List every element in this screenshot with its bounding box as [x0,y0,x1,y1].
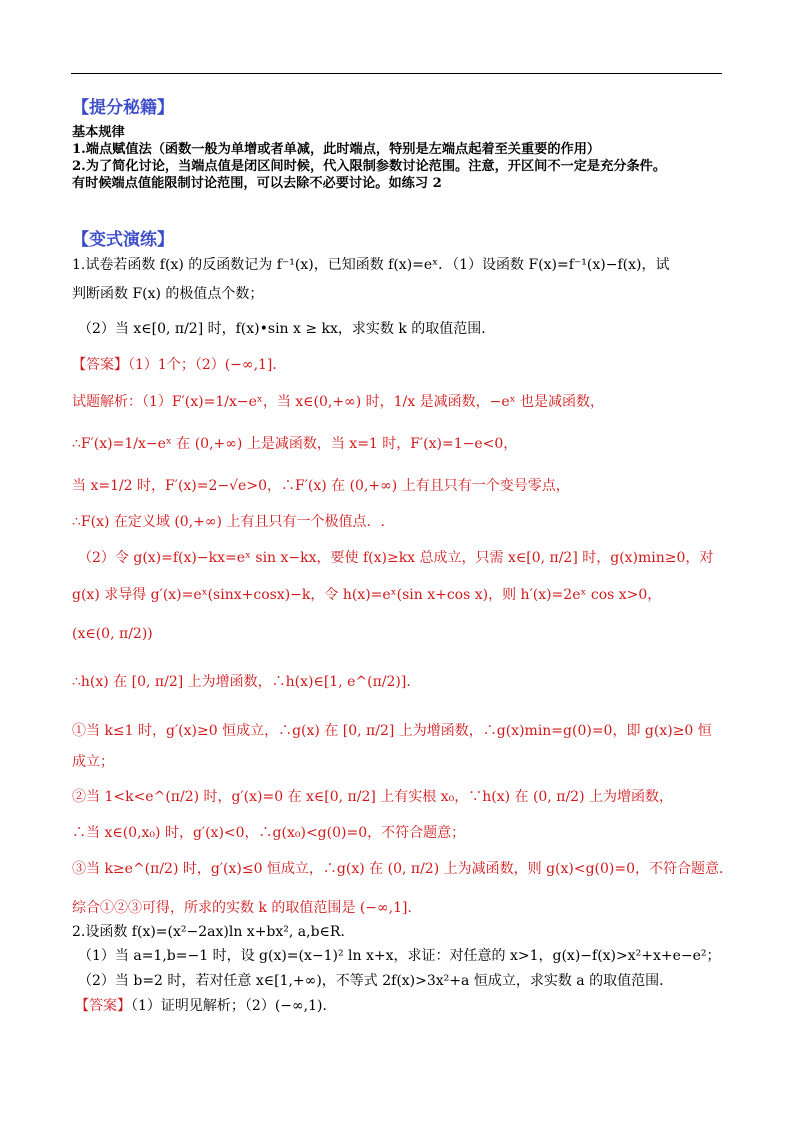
solution-line-8: ∴h(x) 在 [0, π/2] 上为增函数，∴h(x)∈[1, e^(π/2)]． [72,674,421,690]
practice-title: 【变式演练】 [72,230,174,250]
question-1-line-3: （2）当 x∈[0, π/2] 时，f(x)•sin x ≥ kx，求实数 k 的取值范围． [78,321,496,337]
solution-line-2: ∴F′(x)=1/x−eˣ 在 (0,+∞) 上是减函数，当 x=1 时，F′(x)=1−e<0， [72,436,518,452]
question-2-line-3: （2）当 b=2 时，若对任意 x∈[1,+∞)，不等式 2f(x)>3x²+a 恒成立，求实数 a 的取值范围． [78,973,674,989]
solution-line-6: g(x) 求导得 g′(x)=eˣ(sinx+cosx)−k，令 h(x)=eˣ(sin x+cos x)，则 h′(x)=2eˣ cos x>0， [72,587,662,603]
question-1-line-1: 1.试卷若函数 f(x) 的反函数记为 f⁻¹(x)，已知函数 f(x)=eˣ．（1）设函数 F(x)=f⁻¹(x)−f(x)，试 [72,257,670,273]
answer-1 [72,354,286,374]
solution-line-7: (x∈(0, π/2)) [72,626,153,642]
question-2-line-2: （1）当 a=1,b=−1 时，设 g(x)=(x−1)² ln x+x，求证：对任意的 x>1，g(x)−f(x)>x²+x+e−e²； [78,948,721,964]
solution-line-4: ∴F(x) 在定义域 (0,+∞) 上有且只有一个极值点．. [72,514,385,530]
solution-line-13: ③当 k≥e^(π/2) 时，g′(x)≤0 恒成立，∴g(x) 在 (0, π/2) 上为减函数，则 g(x)<g(0)=0，不符合题意． [72,861,734,877]
answer-2 [75,995,337,1015]
solution-line-12: ∴当 x∈(0,x₀) 时，g′(x)<0，∴g(x₀)<g(0)=0，不符合题意； [72,825,466,841]
tips-title: 【提分秘籍】 [72,98,174,118]
answer-2-label: 【答案】 [75,998,131,1014]
header-rule [71,73,722,74]
tips-line-2: 1.端点赋值法（函数一般为单增或者单减，此时端点，特别是左端点起着至关重要的作用） [72,142,601,157]
solution-line-11: ②当 1<k<e^(π/2) 时，g′(x)=0 在 x∈[0, π/2] 上有实根 x₀，∵h(x) 在 (0, π/2) 上为增函数， [72,789,673,805]
answer-1-label: 【答案】 [72,357,128,373]
solution-line-1: 试题解析：（1）F′(x)=1/x−eˣ，当 x∈(0,+∞) 时，1/x 是减函数，−eˣ 也是减函数， [72,394,605,410]
question-2-line-1: 2.设函数 f(x)=(x²−2ax)ln x+bx², a,b∈R． [72,924,355,940]
solution-line-10: 成立； [72,754,114,770]
tips-line-1: 基本规律 [72,125,125,140]
tips-line-3: 2.为了简化讨论，当端点值是闭区间时候，代入限制参数讨论范围。注意，开区间不一定是充分条件。 [72,159,667,174]
question-1-line-2: 判断函数 F(x) 的极值点个数； [72,286,264,302]
solution-line-9: ①当 k≤1 时，g′(x)≥0 恒成立，∴g(x) 在 [0, π/2] 上为增函数，∴g(x)min=g(0)=0，即 g(x)≥0 恒 [72,723,712,739]
solution-line-3: 当 x=1/2 时，F′(x)=2−√e>0，∴F′(x) 在 (0,+∞) 上有且只有一个变号零点， [72,478,570,494]
tips-line-4: 有时候端点值能限制讨论范围，可以去除不必要讨论。如练习 2 [72,176,442,191]
answer-2-text: （1）证明见解析；（2）(−∞,1)． [131,998,337,1014]
solution-line-14: 综合①②③可得，所求的实数 k 的取值范围是 (−∞,1]． [72,900,422,916]
answer-1-text: （1）1个；（2）(−∞,1]． [128,357,287,373]
solution-line-5: （2）令 g(x)=f(x)−kx=eˣ sin x−kx，要使 f(x)≥kx 总成立，只需 x∈[0, π/2] 时，g(x)min≥0，对 [78,550,714,566]
